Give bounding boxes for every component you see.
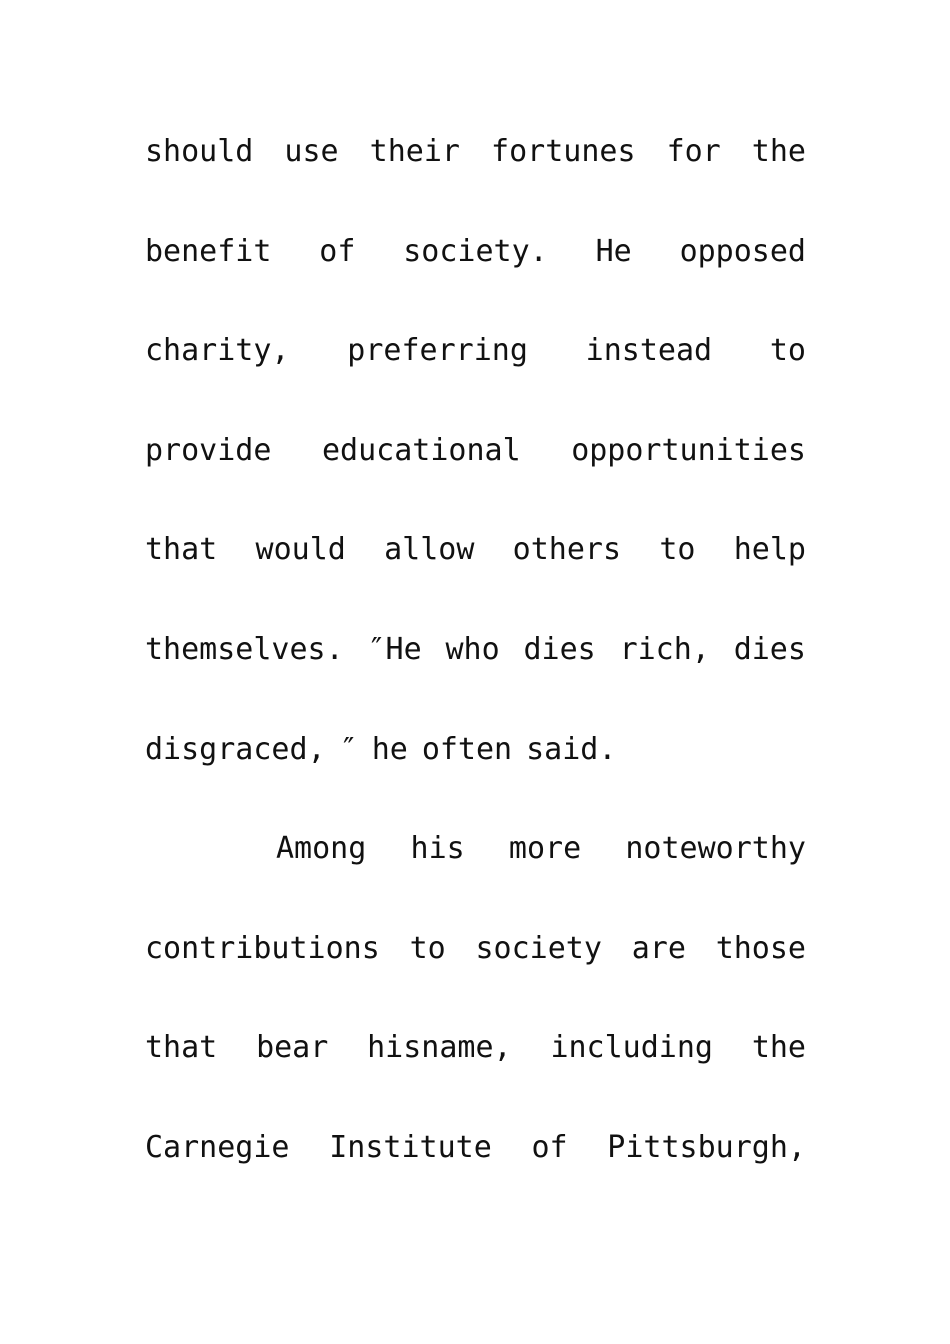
- word: others: [512, 532, 622, 568]
- word: disgraced,: [145, 731, 326, 767]
- text-line: [145, 919, 806, 1019]
- word: help: [733, 532, 806, 568]
- word: themselves.: [145, 631, 344, 667]
- word: are: [631, 930, 686, 966]
- word: noteworthy: [625, 831, 806, 867]
- word: allow: [384, 532, 475, 568]
- text-line: [145, 819, 806, 919]
- word: provide: [145, 432, 272, 468]
- word: dies: [733, 631, 806, 667]
- word: for: [666, 134, 721, 169]
- word: opportunities: [571, 432, 806, 468]
- text-line: [145, 1018, 806, 1118]
- word: to: [659, 532, 696, 568]
- word: ″He: [367, 631, 422, 667]
- word: often: [421, 731, 513, 767]
- word: rich,: [619, 631, 710, 667]
- word: their: [369, 134, 460, 169]
- word: would: [255, 532, 346, 568]
- word: preferring: [347, 333, 528, 369]
- word: educational: [321, 432, 521, 468]
- word: dies: [523, 631, 596, 667]
- word: hisname,: [367, 1030, 512, 1066]
- body-text: [145, 122, 806, 1218]
- word: to: [769, 333, 806, 369]
- word: he: [371, 731, 408, 767]
- word: of: [531, 1129, 568, 1165]
- word: use: [284, 134, 339, 169]
- word: opposed: [679, 233, 806, 269]
- word: He: [595, 233, 632, 269]
- text-line: [145, 1118, 806, 1218]
- word: who: [445, 631, 500, 667]
- word: the: [751, 1030, 806, 1066]
- word: ″: [339, 731, 358, 767]
- word: should: [145, 134, 254, 169]
- text-line: [145, 620, 806, 720]
- word: his: [410, 831, 465, 867]
- word: contributions: [145, 930, 380, 966]
- word: Pittsburgh,: [607, 1129, 806, 1165]
- text-line: [145, 122, 806, 222]
- word: Carnegie: [145, 1129, 290, 1165]
- word: said.: [526, 731, 617, 767]
- text-line: [145, 321, 806, 421]
- word: the: [751, 134, 806, 169]
- word: to: [409, 930, 446, 966]
- text-line: [145, 520, 806, 620]
- word: society.: [403, 233, 548, 269]
- word: those: [715, 930, 806, 966]
- text-line: [145, 720, 806, 820]
- text-line: [145, 421, 806, 521]
- word: that: [145, 532, 218, 568]
- word: instead: [585, 333, 713, 369]
- word: including: [550, 1030, 713, 1066]
- word: of: [319, 233, 356, 269]
- word: more: [508, 831, 582, 867]
- word: fortunes: [491, 134, 636, 169]
- word: society: [475, 930, 602, 966]
- word: charity,: [145, 333, 290, 369]
- word: Among: [276, 831, 367, 867]
- word: bear: [256, 1030, 329, 1066]
- text-line: [145, 222, 806, 322]
- word: Institute: [329, 1129, 492, 1165]
- word: that: [145, 1030, 218, 1066]
- word: benefit: [145, 233, 272, 269]
